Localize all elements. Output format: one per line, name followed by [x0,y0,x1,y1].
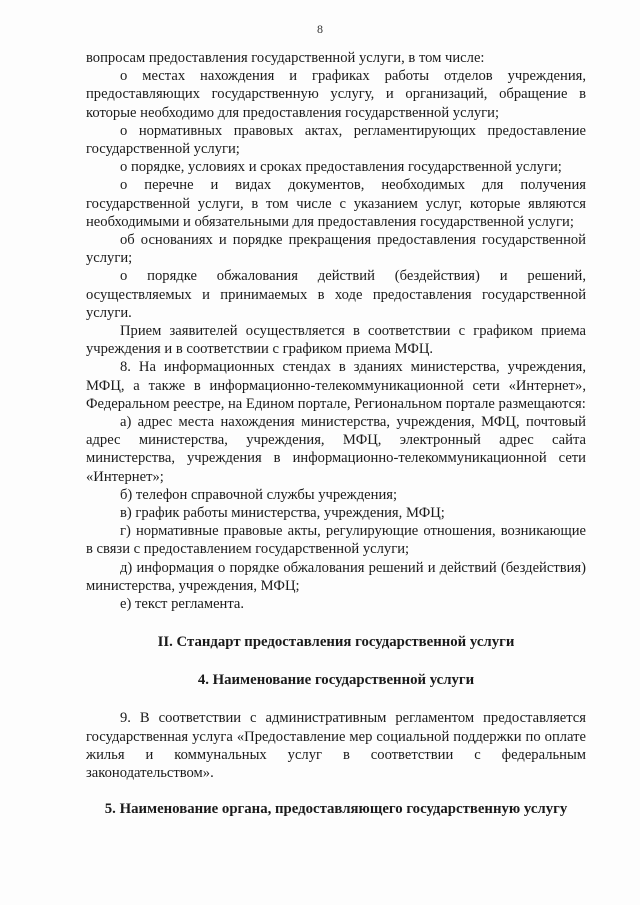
list-item-legal-acts: о нормативных правовых актах, регламентирующих предоставление государственной услуги; [86,122,586,158]
paragraph-8: 8. На информационных стендах в зданиях министерства, учреждения, МФЦ, а также в информационно-телекоммуникационной сети «Интернет», Федеральном реестре, на Едином портале, Региональном портале размещаются: [86,359,586,412]
paragraph-9: 9. В соответствии с административным регламентом предоставляется государственная услуга «Предоставление мер социальной поддержки по оплате жилья и коммунальных услуг в соответствии с федеральным законодательством». [86,710,586,781]
paragraph-reception: Прием заявителей осуществляется в соответствии с графиком приема учреждения и в соответствии с графиком приема МФЦ. [86,323,586,358]
item-v-schedule: в) график работы министерства, учреждения, МФЦ; [120,505,445,522]
item-a-address: а) адрес места нахождения министерства, учреждения, МФЦ, почтовый адрес министерства, учреждения, МФЦ, электронный адрес сайта министерства, учреждения в информационно-телекоммуникационной сети «Интернет»; [86,414,586,485]
section-heading: II. Стандарт предоставления государственной услуги [157,634,515,651]
item-d-appeal-info: д) информация о порядке обжалования решений и действий (бездействия) министерства, учреждения, МФЦ; [86,559,586,594]
list-item-termination: об основаниях и порядке прекращения предоставления государственной услуги; [86,232,586,267]
item-b-phone: б) телефон справочной службы учреждения; [120,486,398,503]
paragraph-intro: вопросам предоставления государственной услуги, в том числе: [86,50,485,66]
item-g-normative-acts: г) нормативные правовые акты, регулирующие отношения, возникающие в связи с предоставлением государственной услуги; [86,523,586,558]
list-item-procedure-terms: о порядке, условиях и сроках предоставления государственной услуги; [120,159,562,176]
page-number: 8 [317,22,323,36]
subsection-4-heading: 4. Наименование государственной услуги [197,672,475,689]
document-body [86,49,586,818]
subsection-5-heading: 5. Наименование органа, предоставляющего государственную услугу [104,801,568,818]
item-e-regulation-text: е) текст регламента. [120,596,245,613]
list-item-documents: о перечне и видах документов, необходимых для получения государственной услуги, в том числе с указанием услуг, которые являются необходимыми и обязательными для предоставления государственной услуги; [86,177,586,230]
list-item-office-locations: о местах нахождения и графиках работы отделов учреждения, предоставляющих государственную услугу, и организаций, обращение в которые необходимо для предоставления государственной услуги; [86,68,586,121]
list-item-appeal: о порядке обжалования действий (бездействия) и решений, осуществляемых и принимаемых в ходе предоставления государственной услуги. [86,268,586,321]
